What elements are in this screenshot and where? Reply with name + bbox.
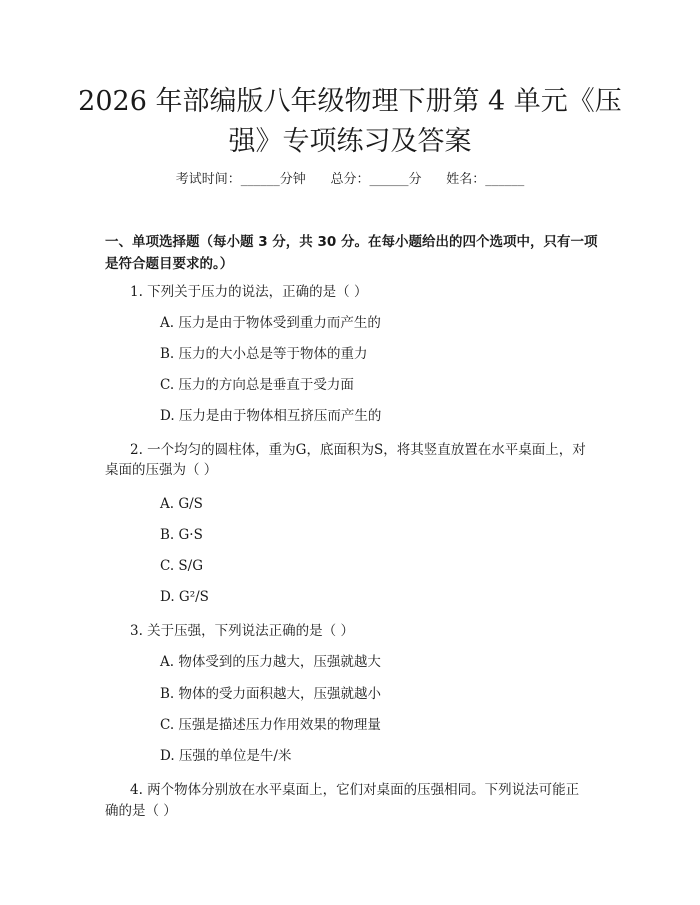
question-3-option-a: A. 物体受到的压力越大，压强就越大 [160,654,381,670]
title-line-2: 强》专项练习及答案 [228,126,472,157]
question-2-stem-line-1: 2. 一个均匀的圆柱体，重为G，底面积为S，将其竖直放置在水平桌面上，对 [130,442,586,458]
question-3-option-d: D. 压强的单位是牛/米 [160,748,292,764]
question-1-option-c: C. 压力的方向总是垂直于受力面 [160,377,354,393]
question-3-option-c: C. 压强是描述压力作用效果的物理量 [160,717,381,733]
question-3-stem: 3. 关于压强，下列说法正确的是（ ） [130,623,354,639]
question-2-option-b: B. G·S [160,527,203,543]
section-heading-line-1: 一、单项选择题（每小题 3 分，共 30 分。在每小题给出的四个选项中，只有一项 [105,234,598,250]
question-4-stem-line-2: 确的是（ ） [105,803,177,819]
question-1-option-a: A. 压力是由于物体受到重力而产生的 [160,315,381,331]
title-line-1: 2026 年部编版八年级物理下册第 4 单元《压 [78,86,622,117]
exam-info-line: 考试时间：______分钟 总分：______分 姓名：______ [175,172,525,187]
question-1-option-b: B. 压力的大小总是等于物体的重力 [160,346,368,362]
section-heading [105,231,605,275]
question-2-option-d: D. G²/S [160,589,209,605]
question-2-option-a: A. G/S [160,496,203,512]
section-heading-line-2: 是符合题目要求的。） [105,256,234,272]
question-4-stem-line-1: 4. 两个物体分别放在水平桌面上，它们对桌面的压强相同。下列说法可能正 [130,782,580,798]
document-title [60,82,640,162]
question-2-stem-line-2: 桌面的压强为（ ） [105,462,218,478]
question-1-stem: 1. 下列关于压力的说法，正确的是（ ） [130,284,368,300]
question-2-option-c: C. S/G [160,558,204,574]
question-3-option-b: B. 物体的受力面积越大，压强就越小 [160,686,382,702]
question-1-option-d: D. 压力是由于物体相互挤压而产生的 [160,408,382,424]
